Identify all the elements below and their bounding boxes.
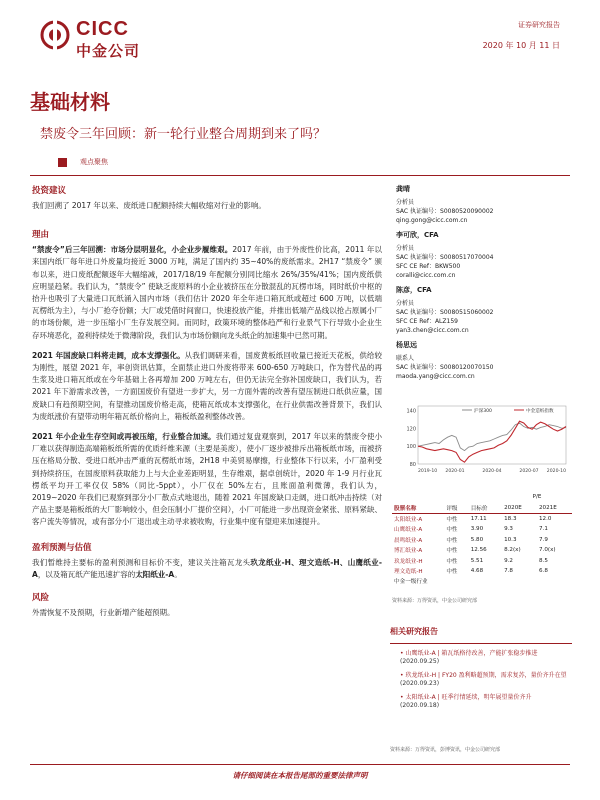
stock-value-cell: 中性 xyxy=(446,568,458,575)
analyst-cert: SAC 执证编号：S0080120070150 xyxy=(396,364,494,371)
risk-heading: 风险 xyxy=(32,593,50,604)
analyst-name: 陈彦，CFA xyxy=(396,286,432,294)
related-item-title[interactable]: • 山鹰纸业-A | 箱瓦纸格待改善，产能扩张稳步推进 xyxy=(400,650,538,657)
tag-square xyxy=(58,158,67,167)
table-source: 中金一级行业 xyxy=(394,579,428,586)
stock-value-cell: 5.51 xyxy=(470,557,484,564)
analyst-name: 龚晴 xyxy=(396,185,410,193)
risk-paragraph: 外需恢复不及预期，行业新增产能超预期。 xyxy=(32,608,175,618)
stock-value-cell: 中性 xyxy=(446,527,458,534)
table-note: 资料来源：万得资讯，中金公司研究部 xyxy=(392,597,478,604)
related-divider xyxy=(390,643,572,644)
cicc-logo xyxy=(40,12,160,60)
analyst-title: 分析员 xyxy=(396,300,415,307)
analyst-email[interactable]: yan3.chen@cicc.com.cn xyxy=(396,327,469,334)
stock-value-cell: 8.2(x) xyxy=(504,547,521,554)
forecast-text-3: 。 xyxy=(174,569,182,579)
footer-divider xyxy=(30,764,570,765)
related-item[interactable] xyxy=(400,672,572,688)
stock-table-row xyxy=(392,524,572,534)
reason-paragraph-3 xyxy=(32,431,382,529)
stock-value-cell: 5.80 xyxy=(470,536,484,543)
logo-cn: 中金公司 xyxy=(76,43,141,60)
analyst-card xyxy=(396,230,571,285)
title-divider xyxy=(30,175,570,176)
related-item-date: (2020.09.18) xyxy=(400,702,440,709)
x-tick-label: 2020-10 xyxy=(546,469,566,474)
col-target: 目标价 xyxy=(470,505,488,512)
pe-label: P/E xyxy=(532,494,542,501)
related-item-date: (2020.09.25) xyxy=(400,658,440,665)
stock-table-source-row xyxy=(392,576,572,586)
legend-label: 中金造纸指数 xyxy=(526,409,554,414)
col-2021e: 2021E xyxy=(539,504,557,511)
forecast-stocks: 玖龙纸业-H、理文造纸-H、山鹰纸业-A xyxy=(32,557,382,579)
analyst-cert-sfc: SFC CE Ref：BKW500 xyxy=(396,263,461,270)
analyst-email[interactable]: maoda.yang@cicc.com.cn xyxy=(396,373,475,380)
stock-value-cell: 9.3 xyxy=(504,526,513,533)
related-heading: 相关研究报告 xyxy=(390,627,438,636)
stock-value-cell: 7.0(x) xyxy=(539,547,556,554)
para1-text: 2017 年前，由于外废性价比高，2011 年以来国内纸厂每年进口外废量均接近 3000 万吨，满足了国内约 35~40%的废纸需求。2H17 “禁废令” 颁布以来，进口废纸配额逐年大幅缩减，2017/18/19 年配额分别同比缩水 26%/35%/41%；国内废纸供应明显趋紧。我们认为，“禁废令” 使缺乏废原料的小企业被挤压在分散混乱的瓦楞市场，同时纸价中枢的抬升也吸引了大量进口瓦纸涌入国内市场（我们估计 2020 年全年进口箱瓦纸或超过 600 万吨，以低端瓦楞纸为主），与小厂抢夺份额；大厂或凭借时间窗口，快速投放产能，并推出低端产品线以抢占原属小厂的市场份额，进一步压缩小厂生存发展空间。而同时，政策环境的整体趋严和行业景气下行导致小企业生存环境恶化，盈利持续处于微薄阶段，我们认为市场份额向龙头纸企的加速集中已然可期。 xyxy=(32,245,382,340)
para2-text: 从我们调研来看，国废黄板纸回收量已接近天花板，供给较为刚性，展望 2021 年，率创资讯估算，全面禁止进口外废将带来 600-650 万吨缺口，作为替代品的再生浆及进口箱瓦纸或在今年基础上各再增加 200 万吨左右，但仍无法完全弥补国废缺口，我们认为，若 2021 年下游需求改善，一方面国废价有望进一步扩大，另一方面外需的改善有望压制进口纸供应量，国废缺口有趋预期空间，有望推动国废价格走高，使箱瓦纸成本支撑强化，在行业供需改善背景下，我们认为废纸涨价有望带动明年箱瓦纸价格向上，箱板纸盈利整体改善。 xyxy=(32,350,383,421)
reason-paragraph-2 xyxy=(32,350,382,423)
stock-value-cell: 4.68 xyxy=(470,567,484,574)
legend-label: 沪深300 xyxy=(474,409,492,414)
invest-paragraph: 我们回溯了 2017 年以来、废纸进口配额持续大幅收缩对行业的影响。 xyxy=(32,201,266,210)
x-tick-label: 2019-10 xyxy=(418,469,438,474)
stock-name-cell[interactable]: 山鹰纸业-A xyxy=(394,527,423,534)
related-item-title[interactable]: • 玖龙纸业-H | FY20 盈利略超预期，需求复苏，量价齐升在望 xyxy=(400,672,567,679)
analyst-card xyxy=(396,184,571,230)
main-column xyxy=(32,184,382,619)
stock-value-cell: 18.3 xyxy=(504,515,517,522)
stock-value-cell: 7.8 xyxy=(504,567,513,574)
related-item-title[interactable]: • 太阳纸业-A | 旺季行情延续，明年展望量价齐升 xyxy=(400,694,532,701)
related-reports xyxy=(390,626,572,753)
y-tick-label: 120 xyxy=(406,426,416,433)
forecast-stock-sun: 太阳纸业-A xyxy=(135,569,175,579)
stock-name-cell[interactable]: 太阳纸业-A xyxy=(394,516,423,523)
stock-table-row xyxy=(392,513,572,524)
stock-value-cell: 中性 xyxy=(446,548,458,555)
x-tick-label: 2020-07 xyxy=(519,469,539,474)
y-tick-label: 100 xyxy=(406,444,416,451)
analyst-card xyxy=(396,285,571,340)
price-chart xyxy=(396,398,571,478)
forecast-text-2: ，以及箱瓦纸产能迅速扩容的 xyxy=(37,569,136,579)
report-type: 证券研究报告 xyxy=(518,21,560,29)
stock-table-row xyxy=(392,545,572,555)
analyst-cert-sfc: SFC CE Ref：ALZ159 xyxy=(396,318,458,325)
analyst-list xyxy=(396,184,571,386)
stock-table-row xyxy=(392,535,572,545)
analyst-name: 李可欣，CFA xyxy=(396,231,439,239)
sector-title: 基础材料 xyxy=(30,90,110,114)
stock-value-cell: 中性 xyxy=(446,537,458,544)
report-title: 禁废令三年回顾：新一轮行业整合周期到来了吗？ xyxy=(40,127,327,142)
col-rating: 评级 xyxy=(446,505,458,512)
reason-paragraph-1 xyxy=(32,244,382,342)
cicc-logo-icon xyxy=(40,20,70,50)
stock-table-row xyxy=(392,555,572,565)
series-line-cicc-paper xyxy=(418,421,566,462)
para1-lead: “禁废令”后三年回溯：市场分层明显化，小企业步履维艰。 xyxy=(32,245,233,255)
stock-table-block xyxy=(392,492,572,606)
para3-lead: 2021 年小企业生存空间或再被压缩，行业整合加速。 xyxy=(32,432,216,442)
analyst-name: 杨思远 xyxy=(396,341,417,349)
related-item[interactable] xyxy=(400,650,572,666)
stock-value-cell: 8.5 xyxy=(539,557,548,564)
stock-value-cell: 12.56 xyxy=(470,547,487,554)
x-tick-label: 2020-04 xyxy=(482,469,502,474)
stock-table-header xyxy=(392,502,572,513)
invest-heading: 投资建议 xyxy=(32,186,67,196)
stock-value-cell: 中性 xyxy=(446,516,458,523)
analyst-title: 分析员 xyxy=(396,199,415,206)
stock-name-cell[interactable]: 博汇纸业-A xyxy=(394,548,423,555)
analyst-cert: SAC 执证编号：S0080517070004 xyxy=(396,254,494,261)
series-line-hs300 xyxy=(418,423,566,451)
stock-value-cell: 3.90 xyxy=(470,526,484,533)
para3-text: 我们通过复盘观察到，2017 年以来的禁废令使小厂难以获得制造高端箱板纸所需的优质纤维来源（主要是美废），使小厂逐步被排斥出箱板纸市场，而被挤压在格局分散、受进口纸冲击严重的瓦楞纸市场，2H18 中美贸易摩擦，行业整体下行以来，小厂盈利受到持续挤压，在国废原料获取能力上与大企业差距明显，生存维艰，据卓创统计，2020 年 1-9 月行业瓦楞纸平均开工率仅仅 58%（同比-5ppt），小厂仅在 50%左右，且账面盈利微薄，我们认为，2019~2020 年我们已观察到部分小厂散点式地退出，随着 2021 年国废缺口走阔，进口纸冲击持续（对产品主要是箱板纸的大厂影响较小，但会压制小厂提价空间），小厂可能进一步出现资金紧张、原料紧缺、客户流失等情况，或有部分小厂退出或主动寻求被收购，行业集中度有望迎来加速提升。 xyxy=(32,432,382,527)
para2-lead: 2021 年国废缺口料将走阔，成本支撑强化。 xyxy=(32,350,185,360)
stock-value-cell: 9.2 xyxy=(504,557,513,564)
chart-container xyxy=(396,398,571,478)
col-name: 股票名称 xyxy=(394,505,417,512)
analyst-card xyxy=(396,340,571,386)
forecast-text-1: 我们暂维持主要标的盈利预测和目标价不变，建议关注箱瓦龙头 xyxy=(32,557,251,567)
reason-heading: 理由 xyxy=(32,230,50,241)
stock-value-cell: 17.11 xyxy=(470,515,487,522)
related-item[interactable] xyxy=(400,694,572,710)
y-tick-label: 80 xyxy=(409,462,416,468)
logo-en: CICC xyxy=(76,18,129,40)
stock-value-cell: 7.9 xyxy=(539,536,548,543)
stock-table-pe-row xyxy=(392,492,572,502)
chart-frame xyxy=(418,406,566,464)
forecast-heading: 盈利预测与估值 xyxy=(32,542,92,553)
analyst-cert: SAC 执证编号：S0080515060002 xyxy=(396,309,494,316)
stock-table xyxy=(392,492,572,587)
stock-value-cell: 6.8 xyxy=(539,567,548,574)
analyst-email[interactable]: qing.gong@cicc.com.cn xyxy=(396,217,468,224)
stock-name-cell[interactable]: 玖龙纸业-H xyxy=(394,558,423,565)
forecast-paragraph xyxy=(32,557,382,581)
analyst-cert: SAC 执证编号：S0080520090002 xyxy=(396,208,494,215)
stock-name-cell[interactable]: 理文造纸-H xyxy=(394,568,423,575)
analyst-title: 联系人 xyxy=(396,355,415,362)
stock-value-cell: 12.0 xyxy=(539,515,552,522)
report-date: 2020 年 10 月 11 日 xyxy=(482,41,560,50)
stock-table-row xyxy=(392,566,572,576)
col-2020e: 2020E xyxy=(504,504,522,511)
stock-value-cell: 7.1 xyxy=(539,526,548,533)
analyst-title: 分析员 xyxy=(396,245,415,252)
related-item-date: (2020.09.23) xyxy=(400,680,440,687)
footer-disclaimer: 请仔细阅读在本报告尾部的重要法律声明 xyxy=(232,771,368,780)
x-tick-label: 2020-01 xyxy=(445,469,465,474)
stock-value-cell: 10.3 xyxy=(504,536,517,543)
report-tag: 观点聚焦 xyxy=(80,158,108,166)
analyst-email[interactable]: coralli@cicc.com.cn xyxy=(396,272,456,279)
stock-name-cell[interactable]: 晨鸣纸业-A xyxy=(394,537,423,544)
stock-value-cell: 中性 xyxy=(446,558,458,565)
y-tick-label: 140 xyxy=(406,408,416,415)
related-source: 资料来源：万得资讯，彭博资讯，中金公司研究部 xyxy=(390,747,501,753)
